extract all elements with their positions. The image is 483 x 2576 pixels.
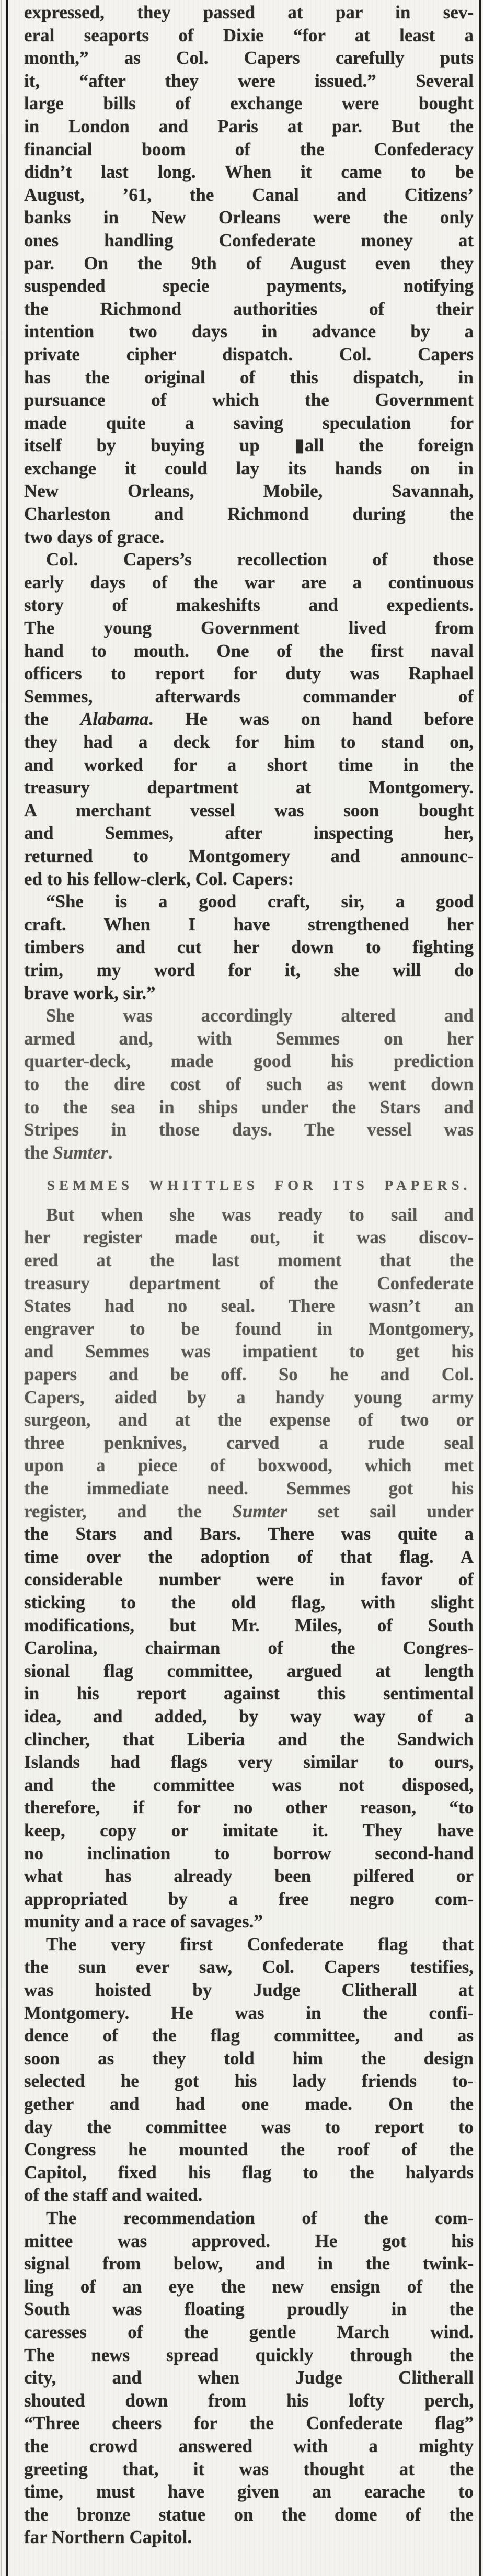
text-line: the Richmond authorities of their: [24, 298, 474, 319]
text-line: Col. Capers’s recollection of those: [46, 549, 474, 570]
text-line: Congress he mounted the roof of the: [24, 2139, 474, 2160]
text-line: story of makeshifts and expedients.: [24, 595, 474, 616]
text-line: The recommendation of the com-: [46, 2208, 474, 2228]
text-line: in London and Paris at par. But the: [24, 116, 474, 137]
text-line: the Sumter.: [24, 1142, 113, 1163]
text-line: intention two days in advance by a: [24, 321, 474, 342]
text-line: New Orleans, Mobile, Savannah,: [24, 481, 474, 502]
text-line: A merchant vessel was soon bought: [24, 800, 474, 821]
text-line: and Semmes was impatient to get his: [24, 1341, 474, 1362]
text-line: of the staff and waited.: [24, 2185, 203, 2206]
text-line: States had no seal. There wasn’t an: [24, 1296, 474, 1317]
text-line: August, ’61, the Canal and Citizens’: [24, 184, 474, 205]
text-line: caresses of the gentle March wind.: [24, 2321, 474, 2342]
text-line: time over the adoption of that flag. A: [24, 1546, 474, 1567]
text-line: craft. When I have strengthened her: [24, 914, 474, 935]
text-line: modifications, but Mr. Miles, of South: [24, 1615, 474, 1636]
text-line: ones handling Confederate money at: [24, 230, 474, 251]
text-line: She was accordingly altered and: [46, 1005, 474, 1026]
text-line: upon a piece of boxwood, which met: [24, 1455, 474, 1476]
text-line: city, and when Judge Clitherall: [24, 2367, 474, 2388]
text-line: eral seaports of Dixie “for at least a: [24, 25, 474, 46]
text-line: the Alabama. He was on hand before: [24, 709, 474, 730]
text-line: financial boom of the Confederacy: [24, 139, 474, 160]
text-line: therefore, if for no other reason, “to: [24, 1797, 474, 1818]
text-line: private cipher dispatch. Col. Capers: [24, 344, 474, 365]
text-line: soon as they told him the design: [24, 2048, 474, 2069]
text-line: to the sea in ships under the Stars and: [24, 1096, 474, 1117]
text-line: hand to mouth. One of the first naval: [24, 640, 474, 661]
text-line: treasury department of the Confederate: [24, 1273, 474, 1293]
text-line: Semmes, afterwards commander of: [24, 686, 474, 707]
text-line: her register made out, it was discov-: [24, 1227, 474, 1248]
text-line: sional flag committee, argued at length: [24, 1660, 474, 1681]
text-line: treasury department at Montgomery.: [24, 777, 474, 798]
text-line: appropriated by a free negro com-: [24, 1888, 474, 1909]
text-line: munity and a race of savages.”: [24, 1911, 263, 1932]
text-line: Islands had flags very similar to ours,: [24, 1752, 474, 1773]
text-line: the sun ever saw, Col. Capers testifies,: [24, 1957, 474, 1978]
text-line: engraver to be found in Montgomery,: [24, 1318, 474, 1339]
text-line: Charleston and Richmond during the: [24, 504, 474, 525]
text-line: The young Government lived from: [24, 618, 474, 639]
text-line: three penknives, carved a rude seal: [24, 1432, 474, 1453]
text-line: officers to report for duty was Raphael: [24, 663, 474, 684]
column-rule-left: [6, 0, 8, 2576]
text-line: dence of the flag committee, and as: [24, 2025, 474, 2046]
text-line: suspended specie payments, notifying: [24, 276, 474, 297]
text-line: month,” as Col. Capers carefully puts: [24, 48, 474, 69]
text-line: clincher, that Liberia and the Sandwich: [24, 1729, 474, 1750]
text-line: greeting that, it was thought at the: [24, 2458, 474, 2479]
text-line: timbers and cut her down to fighting: [24, 937, 474, 958]
text-line: The news spread quickly through the: [24, 2344, 474, 2365]
text-line: shouted down from his lofty perch,: [24, 2390, 474, 2411]
text-line: in his report against this sentimental: [24, 1683, 474, 1704]
text-line: selected he got his lady friends to-: [24, 2071, 474, 2092]
text-line: idea, and added, by way way of a: [24, 1706, 474, 1727]
text-line: no inclination to borrow second-hand: [24, 1843, 474, 1864]
text-line: mittee was approved. He got his: [24, 2230, 474, 2251]
text-line: armed and, with Semmes on her: [24, 1028, 474, 1049]
text-line: to the dire cost of such as went down: [24, 1073, 474, 1094]
text-line: ered at the last moment that the: [24, 1250, 474, 1271]
text-line: papers and be off. So he and Col.: [24, 1364, 474, 1385]
text-line: far Northern Capitol.: [24, 2527, 192, 2548]
text-line: The very first Confederate flag that: [46, 1934, 474, 1955]
text-line: ed to his fellow-clerk, Col. Capers:: [24, 868, 294, 889]
text-line: the immediate need. Semmes got his: [24, 1478, 474, 1499]
text-line: keep, copy or imitate it. They have: [24, 1820, 474, 1841]
text-line: what has already been pilfered or: [24, 1866, 474, 1887]
text-line: quarter-deck, made good his prediction: [24, 1051, 474, 1072]
text-line: they had a deck for him to stand on,: [24, 732, 474, 752]
text-line: has the original of this dispatch, in: [24, 367, 474, 388]
text-line: South was floating proudly in the: [24, 2299, 474, 2320]
text-line: expressed, they passed at par in sev-: [24, 2, 474, 22]
text-line: the bronze statue on the dome of the: [24, 2504, 474, 2525]
text-line: But when she was ready to sail and: [46, 1204, 474, 1225]
text-line: ling of an eye the new ensign of the: [24, 2276, 474, 2297]
text-line: sticking to the old flag, with slight: [24, 1592, 474, 1613]
text-line: early days of the war are a continuous: [24, 572, 474, 593]
text-line: and the committee was not disposed,: [24, 1774, 474, 1795]
text-line: trim, my word for it, she will do: [24, 959, 474, 980]
text-line: brave work, sir.”: [24, 982, 156, 1003]
text-line: “Three cheers for the Confederate flag”: [24, 2413, 474, 2434]
text-line: signal from below, and in the twink-: [24, 2253, 474, 2274]
text-line: didn’t last long. When it came to be: [24, 162, 474, 183]
text-line: large bills of exchange were bought: [24, 93, 474, 114]
text-line: and worked for a short time in the: [24, 754, 474, 775]
text-line: and Semmes, after inspecting her,: [24, 823, 474, 844]
text-line: time, must have given an earache to: [24, 2481, 474, 2502]
text-line: pursuance of which the Government: [24, 390, 474, 411]
text-line: exchange it could lay its hands on in: [24, 458, 474, 479]
text-line: considerable number were in favor of: [24, 1569, 474, 1590]
text-line: Capers, aided by a handy young army: [24, 1387, 474, 1408]
text-line: register, and the Sumter set sail under: [24, 1501, 474, 1522]
text-line: “She is a good craft, sir, a good: [46, 891, 474, 912]
text-line: gether and had one made. On the: [24, 2094, 474, 2115]
column-rule-left-outer: [1, 0, 2, 2576]
text-line: Stripes in those days. The vessel was: [24, 1119, 474, 1140]
text-line: day the committee was to report to: [24, 2116, 474, 2137]
article-column: [24, 1, 474, 2549]
text-line: Montgomery. He was in the confi-: [24, 2002, 474, 2023]
text-line: par. On the 9th of August even they: [24, 253, 474, 274]
text-line: the Stars and Bars. There was quite a: [24, 1524, 474, 1545]
text-line: the crowd answered with a mighty: [24, 2435, 474, 2456]
text-line: was hoisted by Judge Clitherall at: [24, 1980, 474, 2001]
text-line: Carolina, chairman of the Congres-: [24, 1638, 474, 1659]
text-line: returned to Montgomery and announc-: [24, 845, 474, 866]
text-line: it, “after they were issued.” Several: [24, 70, 474, 91]
section-subheading: SEMMES WHITTLES FOR ITS PAPERS.: [47, 1177, 472, 1194]
text-line: Capitol, fixed his flag to the halyards: [24, 2162, 474, 2183]
text-line: surgeon, and at the expense of two or: [24, 1410, 474, 1431]
column-rule-right: [479, 0, 481, 2576]
text-line: two days of grace.: [24, 526, 165, 547]
text-line: banks in New Orleans were the only: [24, 207, 474, 228]
text-line: itself by buying up ▮all the foreign: [24, 435, 474, 456]
text-line: made quite a saving speculation for: [24, 412, 474, 433]
